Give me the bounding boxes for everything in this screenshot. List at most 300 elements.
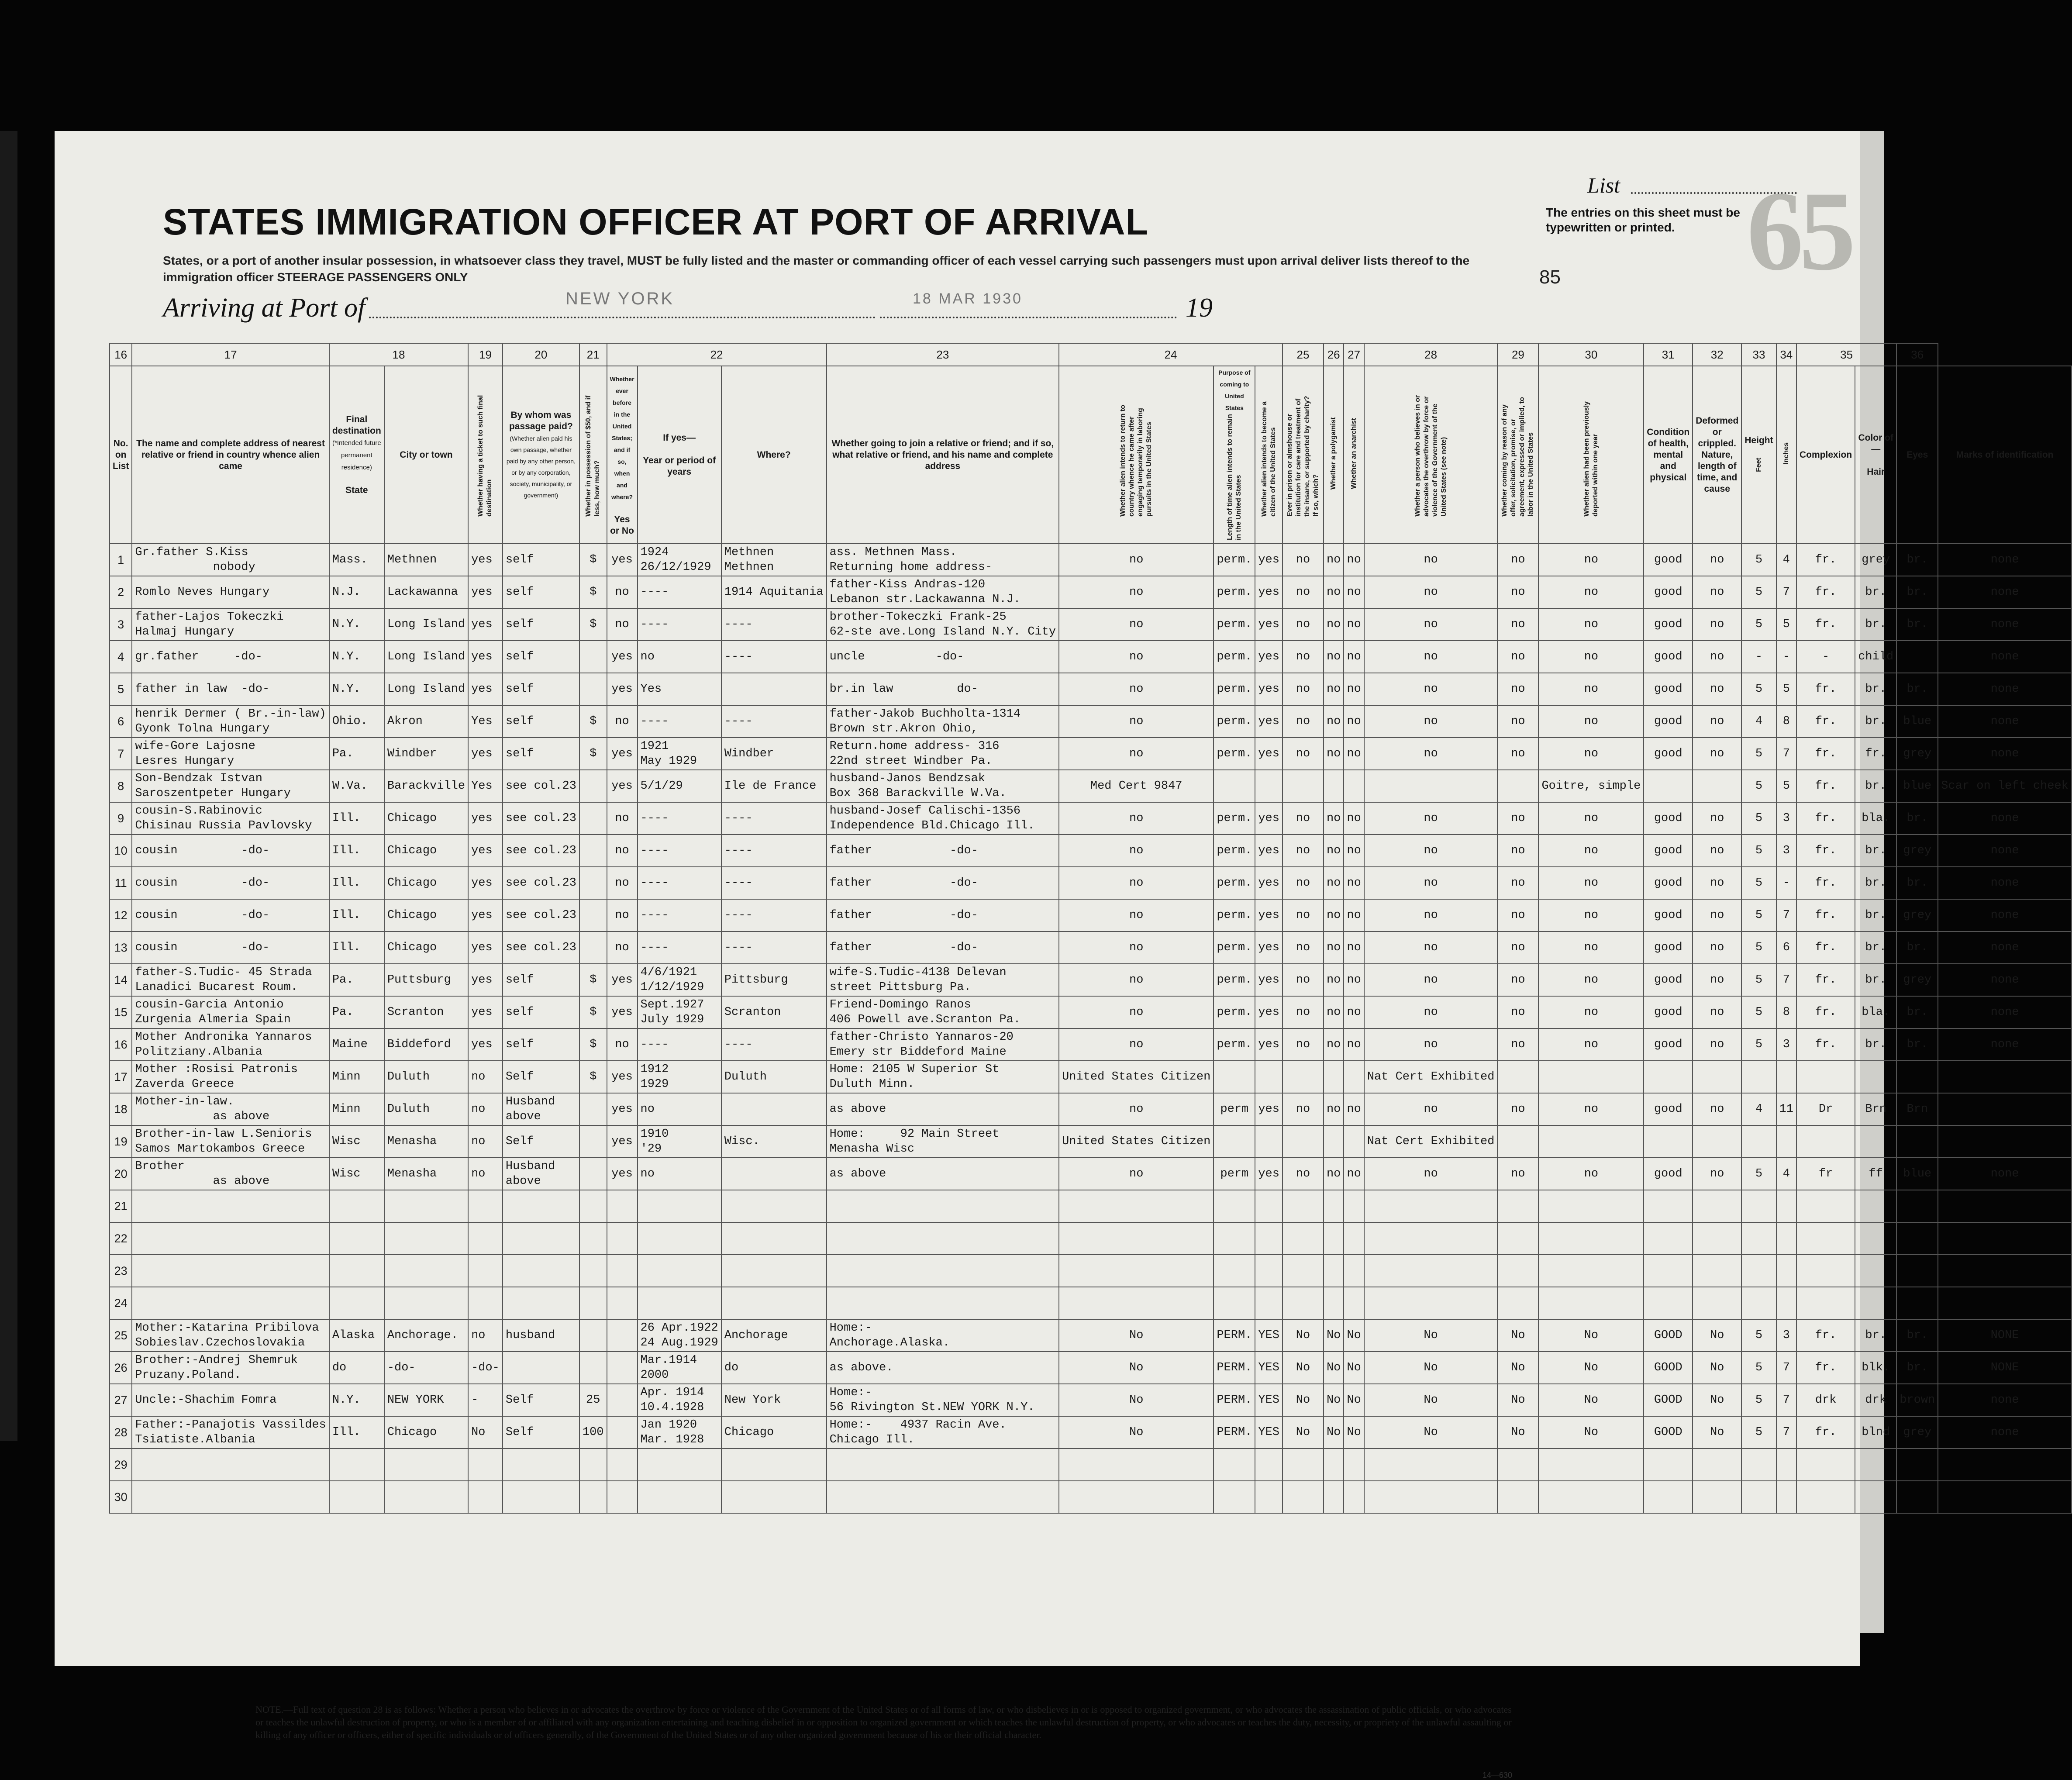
table-row [110,996,2072,1028]
cell-where [721,1449,827,1481]
header-state-label: State [345,485,368,495]
cell-possession: 100 [579,1416,607,1449]
header-deformed: Deformed or crippled. Nature, length of time, and cause [1693,366,1741,544]
header-q30-text: Whether alien had been previously deported within one year [1582,401,1599,517]
cell-years: ---- [638,835,721,867]
cell-feet [1741,1061,1776,1093]
cell-q26 [1324,770,1344,802]
cell-deformed: no [1693,964,1741,996]
cell-state: Ill. [329,867,384,899]
row-number: 11 [110,867,132,899]
cell-city: Biddeford [384,1028,468,1061]
cell-eyes: br. [1896,931,1938,964]
cell-relative: cousin-Garcia Antonio Zurgenia Almeria Spain [132,996,329,1028]
cell-paid-by [503,1449,579,1481]
cell-purpose-b [1214,1125,1255,1158]
cell-q30 [1538,1190,1644,1222]
cell-city: NEW YORK [384,1384,468,1416]
cell-deformed: No [1693,1416,1741,1449]
cell-q26: no [1324,1158,1344,1190]
cell-eyes: br. [1896,608,1938,641]
column-number-row [110,343,2072,366]
cell-deformed: no [1693,738,1741,770]
cell-inches: 4 [1776,1158,1796,1190]
cell-hair: br. [1855,931,1896,964]
cell-join: as above [827,1093,1059,1125]
cell-q29: no [1497,705,1538,738]
cell-deformed [1693,1061,1741,1093]
row-number: 1 [110,544,132,576]
cell-q30: No [1538,1319,1644,1352]
cell-health: good [1644,835,1693,867]
header-height: Height [1744,435,1773,445]
cell-join: husband-Josef Calischi-1356 Independence Bld.Chicago Ill. [827,802,1059,835]
cell-marks: NONE [1938,1352,2072,1384]
cell-q27 [1344,770,1364,802]
header-purpose-b-text: Length of time alien intends to remain in the United States [1226,414,1242,540]
cell-q26: no [1324,544,1344,576]
table-row [110,964,2072,996]
cell-q28: no [1364,1158,1498,1190]
cell-hair: fr. [1855,738,1896,770]
cell-paid-by: Self [503,1384,579,1416]
cell-complexion: fr. [1796,899,1855,931]
cell-ticket [468,1255,503,1287]
header-no-on-list: No. on List [110,366,132,544]
cell-marks [1938,1125,2072,1158]
cell-hair: child [1855,641,1896,673]
cell-q30: no [1538,899,1644,931]
cell-eyes [1896,1125,1938,1158]
cell-complexion [1796,1287,1855,1319]
cell-hair: br. [1855,608,1896,641]
colnum: 33 [1741,343,1776,366]
cell-city: Chicago [384,802,468,835]
cell-city: Duluth [384,1093,468,1125]
row-number: 2 [110,576,132,608]
cell-q27 [1344,1061,1364,1093]
cell-purpose-b: perm. [1214,1028,1255,1061]
cell-purpose-b: perm. [1214,673,1255,705]
colnum: 28 [1364,343,1498,366]
cell-relative [132,1190,329,1222]
cell-relative: Uncle:-Shachim Fomra [132,1384,329,1416]
cell-paid-by: husband [503,1319,579,1352]
cell-complexion [1796,1061,1855,1093]
cell-eyes: blue [1896,1158,1938,1190]
colnum: 18 [329,343,468,366]
cell-q25: no [1283,576,1324,608]
cell-where: Scranton [721,996,827,1028]
cell-q28: no [1364,705,1498,738]
header-before-us: Whether ever before in the United States; and if so, when and where? [610,376,634,500]
cell-q28 [1364,1222,1498,1255]
cell-inches [1776,1125,1796,1158]
cell-paid-by: self [503,576,579,608]
cell-relative: Romlo Neves Hungary [132,576,329,608]
manifest-rows [110,544,2072,1513]
cell-state [329,1255,384,1287]
cell-hair: br. [1855,964,1896,996]
cell-q28: no [1364,964,1498,996]
cell-where: ---- [721,1028,827,1061]
cell-q25: no [1283,738,1324,770]
cell-relative: gr.father -do- [132,641,329,673]
cell-purpose-b: perm. [1214,996,1255,1028]
table-row [110,1384,2072,1416]
cell-q25 [1283,1481,1324,1513]
cell-health [1644,1061,1693,1093]
cell-city: Puttsburg [384,964,468,996]
cell-q27: No [1344,1319,1364,1352]
cell-eyes: grey [1896,738,1938,770]
cell-purpose-a [1059,1255,1214,1287]
cell-q30: no [1538,802,1644,835]
cell-health: good [1644,1028,1693,1061]
cell-possession: $ [579,1028,607,1061]
cell-health: good [1644,576,1693,608]
cell-q30: no [1538,867,1644,899]
cell-q26: No [1324,1352,1344,1384]
cell-purpose-c: yes [1255,1158,1283,1190]
cell-inches: 7 [1776,1352,1796,1384]
cell-q25: no [1283,964,1324,996]
cell-yes-no: yes [607,1061,638,1093]
cell-years: Jan 1920 Mar. 1928 [638,1416,721,1449]
cell-marks [1938,1449,2072,1481]
cell-health [1644,1255,1693,1287]
cell-hair: br. [1855,673,1896,705]
typewritten-notice: The entries on this sheet must be typewritten or printed. [1546,206,1740,234]
header-prison-text: Ever in prison or almshouse or institution for care and treatment of the insane, or supported by charity? If so, which? [1286,396,1320,517]
cell-deformed: no [1693,608,1741,641]
cell-ticket [468,1190,503,1222]
cell-purpose-b: perm. [1214,738,1255,770]
cell-state: Ill. [329,802,384,835]
cell-join: uncle -do- [827,641,1059,673]
cell-inches [1776,1190,1796,1222]
cell-q26: no [1324,705,1344,738]
cell-hair: Brn [1855,1093,1896,1125]
cell-feet [1741,1222,1776,1255]
cell-q29: no [1497,1158,1538,1190]
cell-q29: no [1497,867,1538,899]
cell-hair [1855,1255,1896,1287]
table-row [110,770,2072,802]
cell-ticket [468,1449,503,1481]
cell-yes-no: yes [607,1125,638,1158]
cell-q28 [1364,1287,1498,1319]
cell-complexion: fr. [1796,608,1855,641]
cell-paid-by: self [503,673,579,705]
cell-marks: none [1938,641,2072,673]
cell-hair: br. [1855,770,1896,802]
cell-state: Minn [329,1061,384,1093]
cell-q25: no [1283,1093,1324,1125]
cell-q25 [1283,1449,1324,1481]
cell-feet [1741,1125,1776,1158]
header-inches-text: Inches [1782,442,1790,465]
cell-where: ---- [721,931,827,964]
cell-q29 [1497,1125,1538,1158]
header-feet-text: Feet [1755,457,1762,472]
cell-yes-no: no [607,576,638,608]
cell-years: 1910 '29 [638,1125,721,1158]
cell-purpose-c: yes [1255,705,1283,738]
cell-purpose-a: Med Cert 9847 [1059,770,1214,802]
cell-join [827,1481,1059,1513]
cell-q28: no [1364,608,1498,641]
cell-purpose-a: no [1059,802,1214,835]
header-state [329,366,384,544]
cell-q30 [1538,1287,1644,1319]
cell-city: Scranton [384,996,468,1028]
colnum: 17 [132,343,329,366]
cell-yes-no [607,1319,638,1352]
cell-health: good [1644,899,1693,931]
row-number: 29 [110,1449,132,1481]
cell-paid-by: self [503,705,579,738]
cell-deformed: no [1693,576,1741,608]
header-feet [1741,366,1776,544]
cell-yes-no [607,1416,638,1449]
table-row [110,931,2072,964]
cell-inches: 3 [1776,1319,1796,1352]
cell-city: Chicago [384,931,468,964]
cell-relative: father-S.Tudic- 45 Strada Lanadici Bucarest Roum. [132,964,329,996]
cell-deformed: no [1693,705,1741,738]
cell-purpose-c [1255,1222,1283,1255]
cell-city: -do- [384,1352,468,1384]
cell-ticket: yes [468,544,503,576]
header-q30 [1538,366,1644,544]
cell-possession: $ [579,996,607,1028]
cell-state [329,1481,384,1513]
cell-q30: no [1538,1158,1644,1190]
cell-feet: 5 [1741,964,1776,996]
cell-q29: no [1497,608,1538,641]
cell-hair: bla. [1855,996,1896,1028]
cell-inches: 7 [1776,576,1796,608]
cell-purpose-c: yes [1255,544,1283,576]
cell-purpose-b: perm. [1214,641,1255,673]
cell-marks [1938,1222,2072,1255]
cell-q28: no [1364,641,1498,673]
cell-years [638,1287,721,1319]
cell-inches: 3 [1776,1028,1796,1061]
cell-paid-by: self [503,544,579,576]
cell-ticket: yes [468,867,503,899]
cell-ticket: yes [468,931,503,964]
cell-state: Wisc [329,1158,384,1190]
cell-health: good [1644,964,1693,996]
cell-purpose-b: perm. [1214,867,1255,899]
cell-relative: cousin -do- [132,899,329,931]
cell-q25 [1283,1061,1324,1093]
cell-q30: no [1538,705,1644,738]
cell-ticket: no [468,1319,503,1352]
cell-q30: no [1538,931,1644,964]
cell-inches: 5 [1776,673,1796,705]
colnum: 34 [1776,343,1796,366]
cell-years [638,1449,721,1481]
cell-q26 [1324,1449,1344,1481]
cell-state: Ohio. [329,705,384,738]
cell-q28: No [1364,1416,1498,1449]
cell-q27: no [1344,867,1364,899]
cell-q29 [1497,1061,1538,1093]
cell-relative: henrik Dermer ( Br.-in-law) Gyonk Tolna Hungary [132,705,329,738]
cell-purpose-b: perm. [1214,705,1255,738]
cell-eyes [1896,1481,1938,1513]
cell-ticket: no [468,1061,503,1093]
cell-where [721,1190,827,1222]
cell-q29: no [1497,931,1538,964]
cell-marks: none [1938,867,2072,899]
cell-relative: wife-Gore Lajosne Lesres Hungary [132,738,329,770]
cell-years: ---- [638,1028,721,1061]
cell-state: do [329,1352,384,1384]
cell-join: ass. Methnen Mass. Returning home address- [827,544,1059,576]
cell-ticket [468,1481,503,1513]
cell-q25: no [1283,899,1324,931]
table-row [110,1416,2072,1449]
cell-deformed: no [1693,673,1741,705]
cell-where [721,1222,827,1255]
header-paid-by-text: By whom was passage paid? [509,410,573,431]
cell-purpose-c: YES [1255,1352,1283,1384]
table-row [110,1190,2072,1222]
cell-inches [1776,1481,1796,1513]
header-if-yes: If yes— [663,432,696,443]
cell-purpose-a: no [1059,1158,1214,1190]
cell-purpose-a [1059,1222,1214,1255]
cell-q29: no [1497,964,1538,996]
cell-eyes: br. [1896,673,1938,705]
cell-relative: Gr.father S.Kiss nobody [132,544,329,576]
cell-q30 [1538,1449,1644,1481]
cell-ticket: no [468,1158,503,1190]
cell-deformed [1693,1190,1741,1222]
cell-q27 [1344,1222,1364,1255]
cell-eyes: grey [1896,1416,1938,1449]
header-paid-by-note: (Whether alien paid his own passage, whether paid by any other person, or by any corporation, society, municipality, or government) [506,435,576,499]
header-possession [579,366,607,544]
cell-health: good [1644,544,1693,576]
cell-yes-no [607,1481,638,1513]
colnum: 25 [1283,343,1324,366]
cell-state: Alaska [329,1319,384,1352]
cell-complexion [1796,1222,1855,1255]
footnote-question-28: NOTE.—Full text of question 28 is as follows: Whether a person who believes in or advocates the overthrow by force or violence of the Government of the United States or of all forms of law, or who disbelieves in or is opposed to organized government, or who advocates the assassination of public officials, or who advocates or teaches the unlawful destruction of property, or who is a member of or affiliated with any organization entertaining and teaching disbelief in or opposition to organized government or which teaches the unlawful destruction of property, or who advocates or teaches the duty, necessity, or propriety of the unlawful assaulting or killing of any officer or officers, either of specific individuals or of officers generally, of the Government of the United States or of any other organized government because of his or their official character. [255,1704,1512,1740]
cell-marks: none [1938,1158,2072,1190]
cell-state: Minn [329,1093,384,1125]
cell-feet [1741,1449,1776,1481]
cell-join: Home:- 56 Rivington St.NEW YORK N.Y. [827,1384,1059,1416]
cell-purpose-a: no [1059,867,1214,899]
table-row [110,608,2072,641]
cell-where [721,1481,827,1513]
colnum: 35 [1796,343,1896,366]
cell-q26: No [1324,1384,1344,1416]
cell-years: no [638,1093,721,1125]
cell-q25: No [1283,1384,1324,1416]
cell-possession [579,802,607,835]
row-number: 27 [110,1384,132,1416]
cell-q28: no [1364,1028,1498,1061]
cell-possession [579,1093,607,1125]
cell-q29: No [1497,1352,1538,1384]
cell-q29: no [1497,996,1538,1028]
cell-q30: Goitre, simple [1538,770,1644,802]
cell-city: Menasha [384,1158,468,1190]
cell-q27: no [1344,544,1364,576]
cell-marks [1938,1287,2072,1319]
cell-eyes [1896,1255,1938,1287]
cell-where: Ile de France [721,770,827,802]
cell-marks: none [1938,835,2072,867]
row-number: 9 [110,802,132,835]
cell-marks [1938,1190,2072,1222]
cell-q29: no [1497,1093,1538,1125]
cell-health [1644,1481,1693,1513]
cell-city: Chicago [384,899,468,931]
cell-years [638,1190,721,1222]
cell-paid-by: see col.23 [503,867,579,899]
cell-q28: No [1364,1319,1498,1352]
header-anarchist [1344,366,1364,544]
cell-marks: NONE [1938,1319,2072,1352]
cell-relative: Brother-in-law L.Senioris Samos Martokambos Greece [132,1125,329,1158]
cell-feet: 5 [1741,899,1776,931]
cell-possession [579,1125,607,1158]
cell-q25 [1283,1255,1324,1287]
cell-feet [1741,1481,1776,1513]
cell-years [638,1481,721,1513]
cell-q29 [1497,770,1538,802]
cell-feet [1741,1190,1776,1222]
cell-complexion: fr. [1796,835,1855,867]
row-number: 3 [110,608,132,641]
cell-q26: no [1324,996,1344,1028]
cell-ticket: -do- [468,1352,503,1384]
cell-hair: br. [1855,899,1896,931]
cell-paid-by [503,1481,579,1513]
cell-q26: no [1324,802,1344,835]
cell-health [1644,1222,1693,1255]
cell-health: good [1644,705,1693,738]
cell-purpose-c [1255,1481,1283,1513]
cell-health: good [1644,641,1693,673]
cell-ticket: yes [468,899,503,931]
cell-relative [132,1481,329,1513]
cell-paid-by: self [503,996,579,1028]
cell-city [384,1190,468,1222]
cell-feet [1741,1287,1776,1319]
cell-marks: none [1938,899,2072,931]
cell-q27: no [1344,964,1364,996]
cell-relative: cousin -do- [132,835,329,867]
cell-health [1644,1449,1693,1481]
cell-q25: No [1283,1319,1324,1352]
cell-ticket: - [468,1384,503,1416]
cell-purpose-b [1214,1481,1255,1513]
binding-strip [0,131,17,1441]
cell-feet: 5 [1741,802,1776,835]
row-number: 18 [110,1093,132,1125]
cell-hair: br. [1855,835,1896,867]
cell-years: 4/6/1921 1/12/1929 [638,964,721,996]
